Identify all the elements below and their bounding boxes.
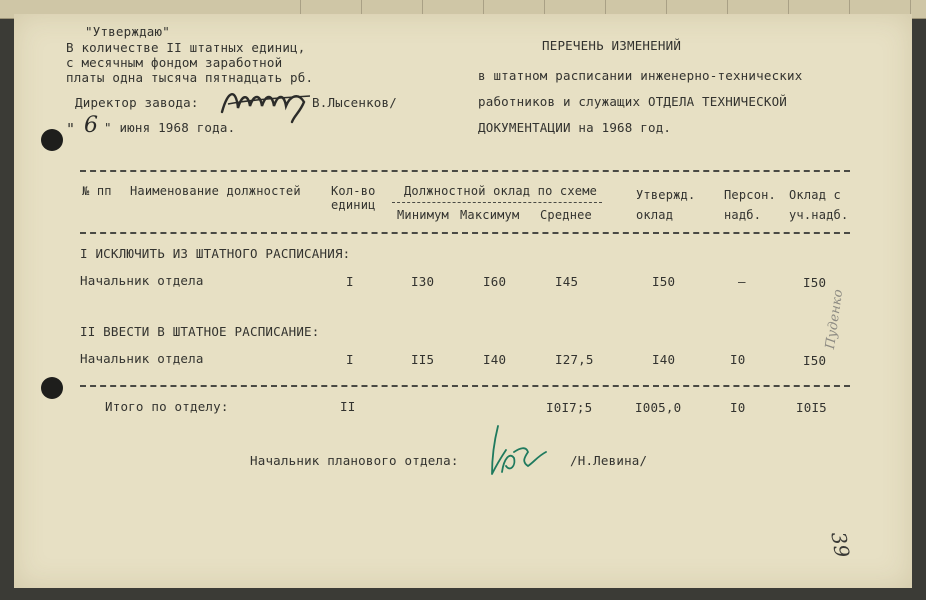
- row1-avg: I45: [555, 274, 579, 289]
- approval-title: "Утверждаю": [85, 24, 170, 39]
- total-rate: I0I5: [796, 400, 827, 415]
- row1-max: I60: [483, 274, 507, 289]
- heading-line-2: работников и служащих ОТДЕЛА ТЕХНИЧЕСКОЙ: [478, 94, 788, 109]
- row1-rate: I50: [803, 275, 827, 290]
- col-header-count-2: единиц: [331, 198, 376, 212]
- row2-rate: I50: [803, 353, 827, 368]
- row2-count: I: [346, 352, 354, 367]
- director-signature: [218, 82, 318, 124]
- col-header-rate-2: уч.надб.: [789, 208, 849, 222]
- planning-head-signature: [484, 422, 554, 478]
- footer-name: /Н.Левина/: [570, 453, 648, 468]
- date-quote-open: ": [66, 120, 76, 138]
- footer-label: Начальник планового отдела:: [250, 453, 459, 468]
- col-header-personal-2: надб.: [724, 208, 762, 222]
- col-header-rate-1: Оклад с: [789, 188, 841, 202]
- row2-min: II5: [411, 352, 435, 367]
- col-header-approved-1: Утвержд.: [636, 188, 696, 202]
- col-header-approved-2: оклад: [636, 208, 674, 222]
- col-header-num: № пп: [82, 184, 112, 198]
- row1-personal: –: [738, 274, 746, 289]
- heading-line-3: ДОКУМЕНТАЦИИ на 1968 год.: [478, 120, 672, 135]
- row2-avg: I27,5: [555, 352, 594, 367]
- table-rule-header: [80, 232, 850, 234]
- punch-hole-bottom: [41, 377, 63, 399]
- row1-min: I30: [411, 274, 435, 289]
- header-subrule: [392, 202, 602, 203]
- table-rule-top: [80, 170, 850, 172]
- document-title: ПЕРЕЧЕНЬ ИЗМЕНЕНИЙ: [542, 38, 682, 53]
- margin-note: Пуденко: [823, 288, 847, 351]
- col-header-min: Минимум: [397, 208, 449, 222]
- row2-max: I40: [483, 352, 507, 367]
- row1-name: Начальник отдела: [80, 273, 204, 288]
- total-count: II: [340, 399, 356, 414]
- row1-count: I: [346, 274, 354, 289]
- table-rule-total: [80, 385, 850, 387]
- total-label: Итого по отделу:: [105, 399, 229, 414]
- total-personal: I0: [730, 400, 746, 415]
- director-label: Директор завода:: [75, 95, 199, 110]
- section-exclude: I ИСКЛЮЧИТЬ ИЗ ШТАТНОГО РАСПИСАНИЯ:: [80, 246, 351, 261]
- row1-approved: I50: [652, 274, 676, 289]
- date-day: 6: [84, 113, 99, 138]
- heading-line-1: в штатном расписании инженерно-технических: [478, 68, 803, 83]
- section-include: II ВВЕСТИ В ШТАТНОЕ РАСПИСАНИЕ:: [80, 324, 320, 339]
- row2-personal: I0: [730, 352, 746, 367]
- date-rest: " июня 1968 года.: [104, 120, 236, 135]
- col-header-salary-group: Должностной оклад по схеме: [404, 184, 598, 198]
- page-number: 39: [826, 530, 855, 560]
- col-header-max: Максимум: [460, 208, 520, 222]
- col-header-avg: Среднее: [540, 208, 592, 222]
- col-header-count-1: Кол-во: [331, 184, 376, 198]
- total-approved: I005,0: [635, 400, 682, 415]
- total-avg: I0I7;5: [546, 400, 593, 415]
- row2-approved: I40: [652, 352, 676, 367]
- punch-hole-top: [41, 129, 63, 151]
- approval-line-2: с месячным фондом заработной: [66, 55, 283, 70]
- director-name: В.Лысенков/: [312, 95, 397, 110]
- row2-name: Начальник отдела: [80, 351, 204, 366]
- approval-line-1: В количестве II штатных единиц,: [66, 40, 306, 55]
- col-header-name: Наименование должностей: [130, 184, 301, 198]
- col-header-personal-1: Персон.: [724, 188, 776, 202]
- approval-line-3: платы одна тысяча пятнадцать рб.: [66, 70, 314, 85]
